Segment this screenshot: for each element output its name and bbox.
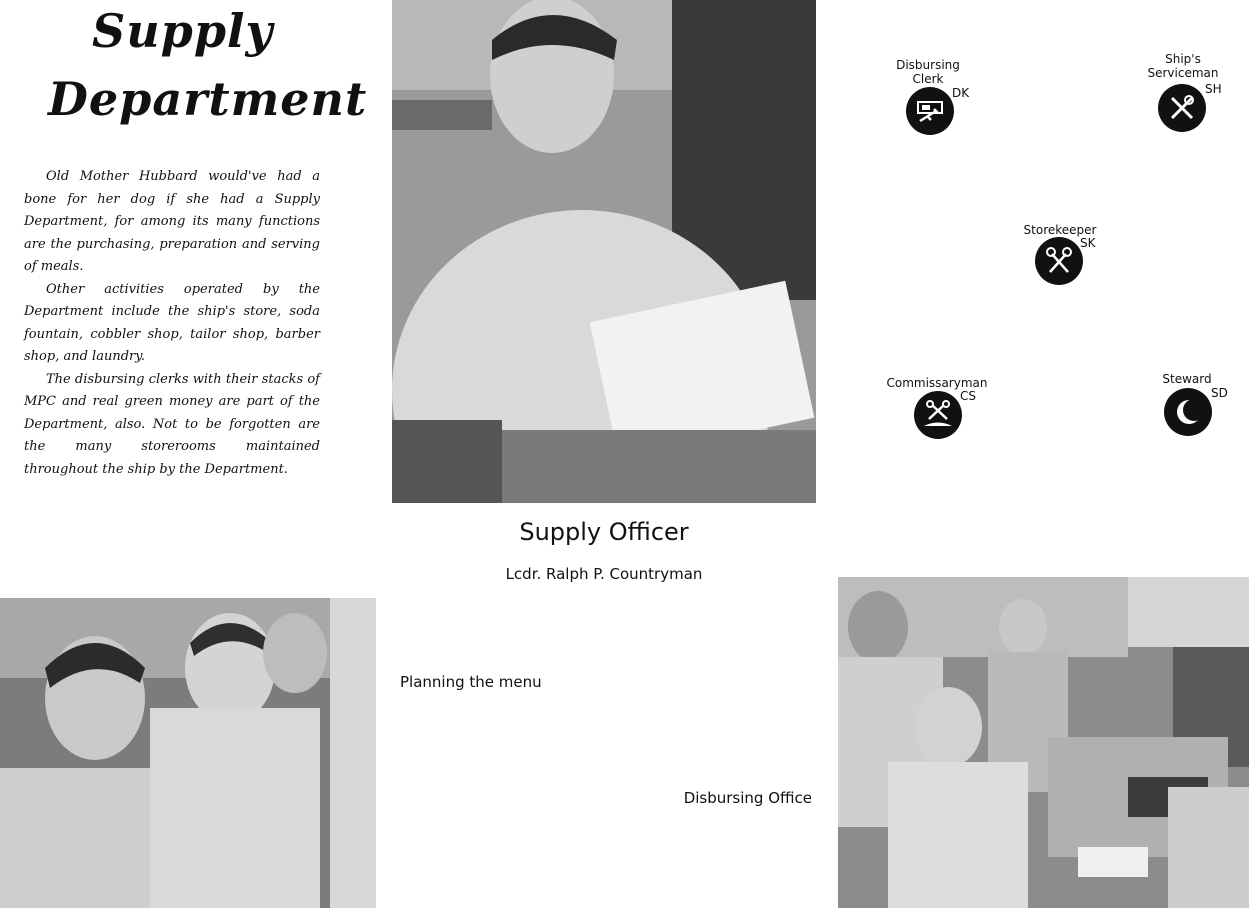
commissaryman-icon xyxy=(914,391,962,439)
supply-officer-photo xyxy=(392,0,816,503)
rating-code-sd: SD xyxy=(1211,386,1228,400)
intro-paragraph: The disbursing clerks with their stacks of MPC and real green money are part of the Department, also. Not to be forgotten are the many storerooms maintained throughout the ship by the Department. xyxy=(24,371,320,477)
intro-paragraph: Old Mother Hubbard would've had a bone for her dog if she had a Supply Department, for among its many functions are the purchasing, preparation and serving of meals. xyxy=(24,169,320,274)
planning-menu-caption: Planning the menu xyxy=(400,673,542,691)
page-title-line2: Department xyxy=(48,72,368,126)
disbursing-office-photo xyxy=(838,577,1249,908)
steward-icon xyxy=(1164,388,1212,436)
rating-label-disbursing-clerk: Disbursing Clerk xyxy=(896,58,960,86)
storekeeper-icon xyxy=(1035,237,1083,285)
officer-caption-name: Lcdr. Ralph P. Countryman xyxy=(505,565,703,583)
intro-paragraph: Other activities operated by the Department include the ship's store, soda fountain, cobbler shop, tailor shop, barber shop, and laundry. xyxy=(24,281,320,364)
planning-menu-photo xyxy=(0,598,376,908)
ships-serviceman-icon xyxy=(1158,84,1206,132)
rating-code-dk: DK xyxy=(952,86,970,100)
officer-caption-title: Supply Officer xyxy=(519,518,689,546)
page-title-line1: Supply xyxy=(92,4,274,58)
rating-code-sh: SH xyxy=(1205,82,1222,96)
rating-label-storekeeper: Storekeeper xyxy=(1023,223,1097,237)
disbursing-clerk-icon xyxy=(906,87,954,135)
disbursing-office-caption: Disbursing Office xyxy=(683,789,812,807)
intro-text xyxy=(24,166,320,481)
rating-label-commissaryman: Commissaryman xyxy=(886,376,988,390)
rating-label-steward: Steward xyxy=(1162,372,1212,386)
rating-code-sk: SK xyxy=(1080,236,1096,250)
rating-label-ships-serviceman: Ship's Serviceman xyxy=(1147,52,1219,80)
rating-code-cs: CS xyxy=(960,389,976,403)
